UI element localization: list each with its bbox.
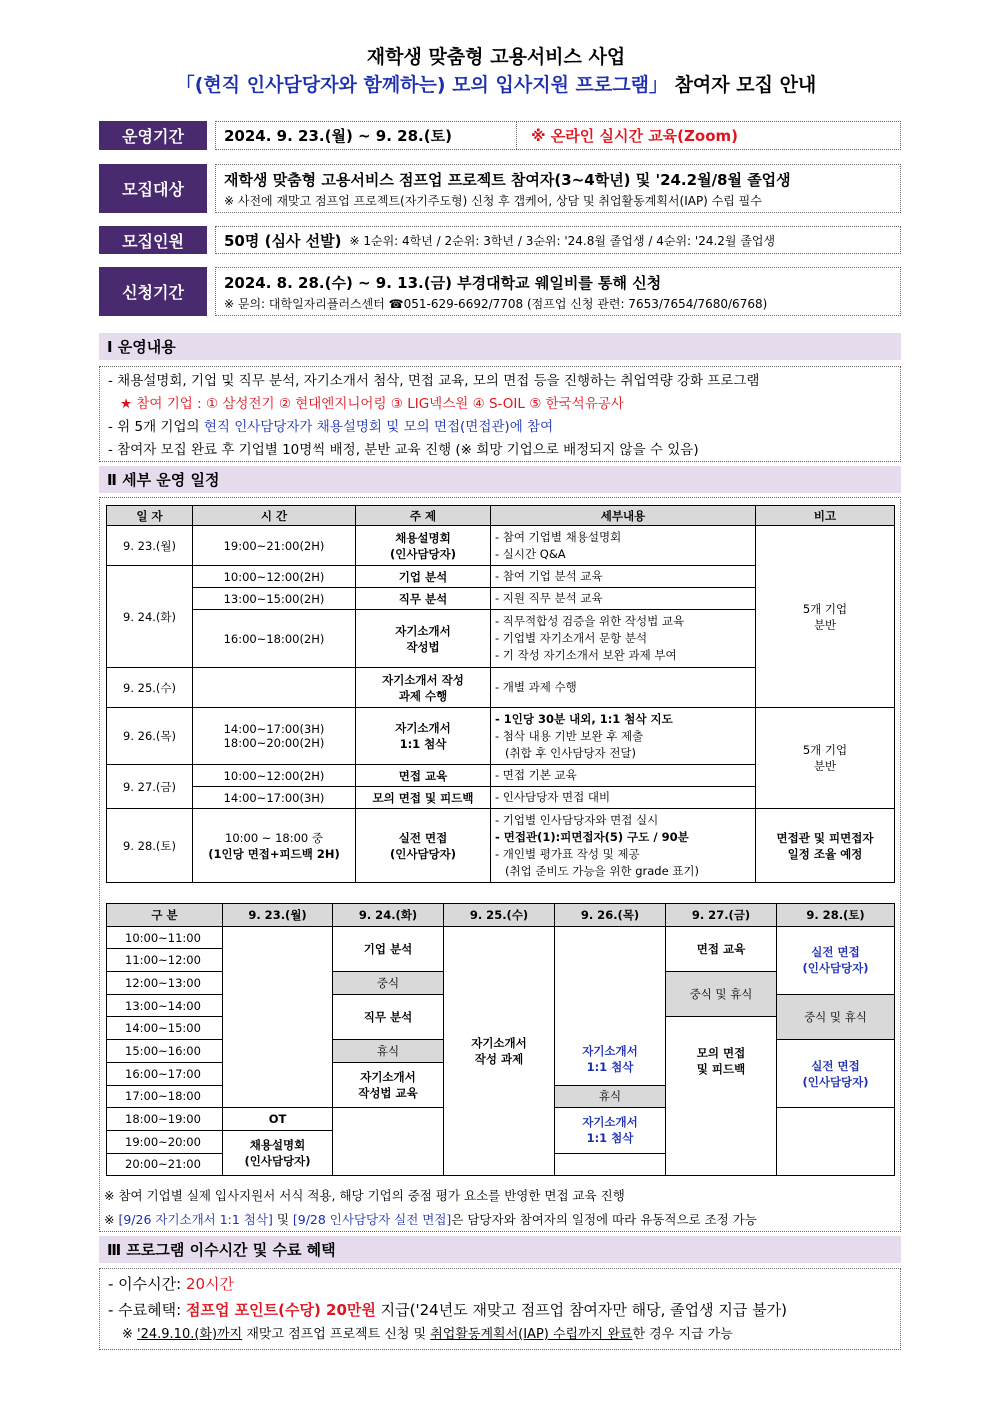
col-header: 비고 (756, 506, 895, 526)
grid-header: 9. 25.(수) (444, 904, 555, 927)
info-label: 운영기간 (99, 121, 207, 150)
info-period (99, 121, 901, 150)
apply-main: 2024. 8. 28.(수) ~ 9. 13.(금) 부경대학교 웨일비를 통해 신청 (224, 273, 662, 292)
info-label: 신청기간 (99, 267, 207, 316)
grid-header: 9. 27.(금) (666, 904, 777, 927)
count-sub: ※ 1순위: 4학년 / 2순위: 3학년 / 3순위: '24.8월 졸업생 / 4순위: '24.2월 졸업생 (349, 233, 776, 248)
info-apply (99, 267, 901, 316)
info-target (99, 164, 901, 213)
table-row: 9. 27.(금) 10:00~12:00(2H) 면접 교육 - 면접 기본 교육 (107, 765, 895, 787)
sec1-line: - 참여자 모집 완료 후 기업별 10명씩 배정, 분반 교육 진행 (※ 희망 기업으로 배정되지 않을 수 있음) (108, 442, 699, 458)
program-name: 「(현직 인사담당자와 함께하는) 모의 입사지원 프로그램」 (175, 74, 668, 96)
sec1-line: - 위 5개 기업의 현직 인사담당자가 채용설명회 및 모의 면접(면접관)에 참여 (108, 419, 554, 435)
period-dates: 2024. 9. 23.(월) ~ 9. 28.(토) (224, 127, 452, 145)
grid-header: 9. 23.(월) (223, 904, 333, 927)
section-header-1: Ⅰ 운영내용 (99, 333, 901, 360)
note-cell: 면접관 및 피면접자 일정 조율 예정 (756, 809, 895, 883)
col-header: 세부내용 (491, 506, 756, 526)
table-row: 9. 25.(수) 자기소개서 작성 과제 수행 - 개별 과제 수행 (107, 668, 895, 708)
grid-header: 9. 24.(화) (333, 904, 444, 927)
table-row: 9. 23.(월) 19:00~21:00(2H) 채용설명회 (인사담당자) - 참여 기업별 채용설명회 - 실시간 Q&A 5개 기업 분반 (107, 526, 895, 566)
section-1-body (99, 366, 901, 462)
note-cell: 5개 기업 분반 (756, 708, 895, 809)
count-main: 50명 (심사 선발) (224, 231, 342, 250)
grid-header: 구 분 (107, 904, 223, 927)
info-count (99, 226, 901, 254)
section-3-body: - 이수시간: 20시간 - 수료혜택: 점프업 포인트(수당) 20만원 지급('24년도 재맞고 점프업 참여자만 해당, 졸업생 지급 불가) ※ '24.9.10.(화)까지 재맞고 점프업 프로젝트 신청 및 취업활동계획서(IAP) 수립까지 완료한 경우 지급 가능 (99, 1268, 901, 1350)
weekly-grid: 구 분 9. 23.(월) 9. 24.(화) 9. 25.(수) 9. 26.(목) 9. 27.(금) 9. 28.(토) 10:00~11:00 기업 분석 자기소개서 작성 과제 자기소개서 1:1 첨삭 면접 교육 실전 면접 (인사담당자) 11:00~12:00 12:00~13:00 중식 중식 및 휴식 13:00~14:00 직무 분석 중식 및 휴식 14:00~15:00 모의 면접 및 피드백 15:00~16:00 휴식 실전 면접 (인사담당자) 16:00~17:00 자기소개서 작성법 교육 17:00~18:00 휴식 18:00~19:00 OT 자기소개서 1:1 첨삭 19:00~20:00 채용설명회 (인사담당자) 20:00~21:00 (106, 903, 895, 1176)
table-row: 14:00~17:00(3H) 모의 면접 및 피드백 - 인사담당자 면접 대비 (107, 787, 895, 809)
target-main: 재학생 맞춤형 고용서비스 점프업 프로젝트 참여자(3~4학년) 및 '24.2월/8월 졸업생 (224, 170, 791, 189)
col-header: 시 간 (193, 506, 356, 526)
doc-title: 재학생 맞춤형 고용서비스 사업 (366, 46, 626, 68)
schedule-table (106, 505, 895, 883)
note-line: ※ [9/26 자기소개서 1:1 첨삭] 및 [9/28 인사담당자 실전 면접]은 담당자와 참여자의 일정에 따라 유동적으로 조정 가능 (104, 1212, 757, 1227)
target-sub: ※ 사전에 재맞고 점프업 프로젝트(자기주도형) 신청 후 갭케어, 상담 및 취업활동계획서(IAP) 수립 필수 (224, 193, 762, 208)
section-header-2: Ⅱ 세부 운영 일정 (99, 466, 901, 493)
table-row: 9. 24.(화) 10:00~12:00(2H) 기업 분석 - 참여 기업 분석 교육 (107, 566, 895, 588)
info-label: 모집대상 (99, 164, 207, 213)
period-note: ※ 온라인 실시간 교육(Zoom) (516, 122, 738, 149)
col-header: 일 자 (107, 506, 193, 526)
table-row: 9. 26.(목) 14:00~17:00(3H) 18:00~20:00(2H) 자기소개서 1:1 첨삭 - 1인당 30분 내외, 1:1 첨삭 지도 - 첨삭 내용 기반 보완 후 제출 (취합 후 인사담당자 전달) 5개 기업 분반 (107, 708, 895, 765)
table-row: 9. 28.(토) 10:00 ~ 18:00 중 (1인당 면접+피드백 2H) 실전 면접 (인사담당자) - 기업별 인사담당자와 면접 실시 - 면접관(1):피면접자(5) 구도 / 90분 - 개인별 평가표 작성 및 제공 (취업 준비도 가능을 위한 grade 표기) 면접관 및 피면접자 일정 조율 예정 (107, 809, 895, 883)
info-label: 모집인원 (99, 226, 207, 254)
doc-subtitle (0, 70, 992, 97)
section-header-3: Ⅲ 프로그램 이수시간 및 수료 혜택 (99, 1236, 901, 1263)
participating-companies: ★ 참여 기업 : ① 삼성전기 ② 현대엔지니어링 ③ LIG넥스원 ④ S-OIL ⑤ 한국석유공사 (120, 396, 624, 412)
col-header: 주 제 (356, 506, 491, 526)
table-row: 16:00~18:00(2H) 자기소개서 작성법 - 직무적합성 검증을 위한 작성법 교육 - 기업별 자기소개서 문항 분석 - 기 작성 자기소개서 보완 과제 부여 (107, 610, 895, 668)
thu-first-session: 자기소개서 1:1 첨삭 (582, 1043, 638, 1074)
table-row: 13:00~15:00(2H) 직무 분석 - 지원 직무 분석 교육 (107, 588, 895, 610)
sec1-line: - 채용설명회, 기업 및 직무 분석, 자기소개서 첨삭, 면접 교육, 모의 면접 등을 진행하는 취업역량 강화 프로그램 (108, 373, 760, 389)
note-line: ※ 참여 기업별 실제 입사지원서 서식 적용, 해당 기업의 중점 평가 요소를 반영한 면접 교육 진행 (104, 1188, 625, 1203)
grid-header: 9. 26.(목) (555, 904, 666, 927)
note-cell: 5개 기업 분반 (756, 526, 895, 708)
subtitle-rest: 참여자 모집 안내 (667, 74, 817, 96)
grid-header: 9. 28.(토) (777, 904, 895, 927)
apply-sub: ※ 문의: 대학일자리플러스센터 ☎051-629-6692/7708 (점프업 신청 관련: 7653/7654/7680/6768) (224, 296, 768, 311)
